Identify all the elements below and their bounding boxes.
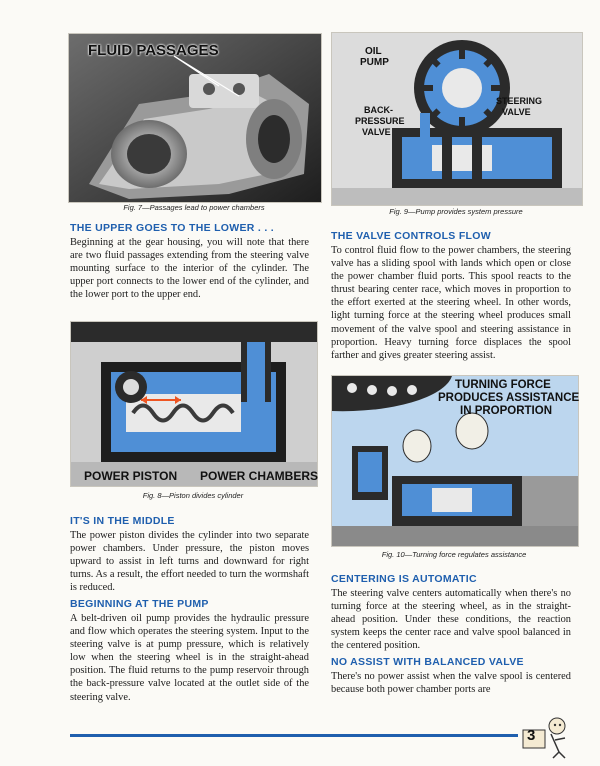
figure-10-caption: Fig. 10—Turning force regulates assistance — [381, 550, 527, 559]
noassist-heading: NO ASSIST WITH BALANCED VALVE — [331, 656, 524, 668]
figure-8-caption: Fig. 8—Piston divides cylinder — [142, 491, 244, 500]
fluid-passages-label: FLUID PASSAGES — [88, 42, 219, 59]
power-piston-label: POWER PISTON — [84, 469, 178, 483]
noassist-body: There's no power assist when the valve spool is centered because both power chamber ports are — [331, 671, 571, 696]
oil-pump-label-1: OIL — [365, 46, 382, 57]
middle-heading: IT'S IN THE MIDDLE — [70, 515, 175, 527]
turning-force-line-3: IN PROPORTION — [460, 405, 553, 417]
back-pressure-label-3: VALVE — [362, 127, 391, 137]
power-chambers-label: POWER CHAMBERS — [200, 469, 319, 483]
piston-cylinder-diagram — [71, 322, 317, 486]
middle-body: The power piston divides the cylinder into two separate power chambers. Under pressure, the piston moves upward to assist in left turns and downward for right turns. As a result, the effort needed to turn the wormshaft is reduced. — [70, 530, 309, 594]
valve-heading: THE VALVE CONTROLS FLOW — [331, 230, 491, 242]
center-body: The steering valve centers automatically when there's no turning force at the steering wheel, as in the straight-ahead position. Under these conditions, the reaction system keeps the center race and valve spool balanced in the centered position. — [331, 588, 571, 652]
steering-valve-label-2: VALVE — [502, 107, 531, 117]
figure-7-caption: Fig. 7—Passages lead to power chambers — [123, 203, 265, 212]
back-pressure-label-2: PRESSURE — [355, 116, 405, 126]
figure-9-caption: Fig. 9—Pump provides system pressure — [389, 207, 523, 216]
center-heading: CENTERING IS AUTOMATIC — [331, 573, 477, 585]
upper-body: Beginning at the gear housing, you will note that there are two fluid passages extending from the steering valve mounting surface to the interior of the cylinder. The upper port connects to the lower end of the cylinder, and the lower port to the upper end. — [70, 237, 309, 301]
page-number: 3 — [527, 727, 536, 744]
gear-housing-photo — [69, 34, 321, 202]
footer-rule — [70, 734, 518, 737]
pump-body: A belt-driven oil pump provides the hydraulic pressure and flow which operates the steering system. Input to the steering valve is at pump pressure, which is relatively low when the steering wheel is in the straight-ahead position. The fluid returns to the pump reservoir through the back-pressure valve located at the outlet side of the steering valve. — [70, 613, 309, 703]
turning-force-line-1: TURNING FORCE — [455, 379, 551, 391]
oil-pump-label-2: PUMP — [360, 57, 389, 68]
steering-valve-label-1: STEERING — [496, 96, 543, 106]
turning-force-line-2: PRODUCES ASSISTANCE — [438, 392, 580, 404]
valve-body: To control fluid flow to the power chambers, the steering valve has a sliding spool with lands which open or close the power chamber fluid ports. This spool reacts to the thrust bearing center race, which moves in proportion to the effort exerted at the steering wheel. In other words, light turning force at the steering wheel produces small movement of the valve spool and steering assistance in proportion. Heavy turning force displaces the spool farther and gives greater steering assist. — [331, 245, 571, 361]
upper-heading: THE UPPER GOES TO THE LOWER . . . — [70, 222, 274, 234]
figure-8-diagram — [70, 321, 318, 487]
pump-heading: BEGINNING AT THE PUMP — [70, 598, 209, 610]
back-pressure-label-1: BACK- — [364, 105, 393, 115]
page-number-badge — [519, 708, 571, 760]
